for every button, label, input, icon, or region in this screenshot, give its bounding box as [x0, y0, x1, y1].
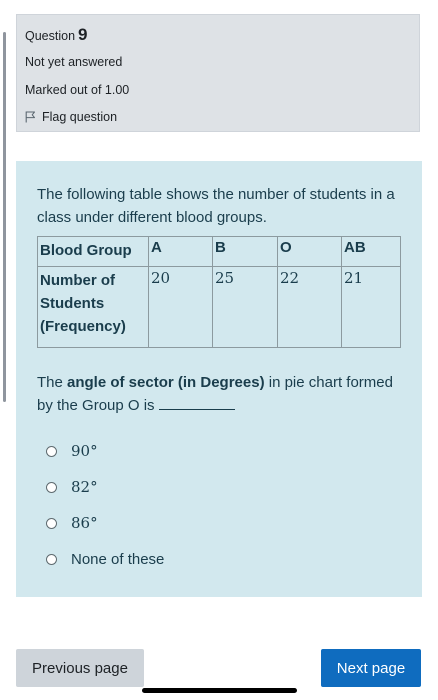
option-label: 86°: [71, 514, 98, 532]
flag-icon: [25, 111, 36, 123]
question-prompt: [37, 371, 397, 417]
question-grade: Marked out of 1.00: [25, 83, 130, 97]
radio-button[interactable]: [46, 518, 57, 529]
option-2[interactable]: [46, 478, 98, 496]
table-row: [38, 267, 401, 348]
radio-button[interactable]: [46, 554, 57, 565]
question-content: [16, 161, 422, 597]
next-page-button[interactable]: Next page: [321, 649, 421, 687]
table-header-cell: B: [213, 237, 278, 267]
question-number: [25, 25, 88, 45]
question-info-panel: [16, 14, 420, 132]
table-header-row: [38, 237, 401, 267]
question-state: Not yet answered: [25, 55, 123, 69]
question-intro: The following table shows the number of students in a class under different blood groups.: [37, 186, 395, 226]
table-header-cell: O: [278, 237, 342, 267]
question-number-value: 9: [78, 25, 88, 44]
question-label: Question: [25, 29, 76, 43]
table-header-cell: Blood Group: [38, 237, 149, 267]
option-4[interactable]: [46, 551, 164, 568]
flag-question-link[interactable]: [25, 110, 117, 124]
option-label: None of these: [71, 551, 165, 568]
table-cell: 20: [149, 267, 213, 348]
option-label: 82°: [71, 478, 98, 496]
table-header-cell: A: [149, 237, 213, 267]
prompt-text-start: The: [37, 374, 68, 391]
blood-group-table: [37, 236, 401, 348]
option-label: 90°: [71, 442, 98, 460]
radio-button[interactable]: [46, 482, 57, 493]
option-3[interactable]: [46, 514, 98, 532]
table-cell: 25: [213, 267, 278, 348]
home-indicator: [142, 688, 297, 693]
prompt-text-end: in pie chart formed by the Group O is: [37, 374, 393, 414]
previous-page-button[interactable]: Previous page: [16, 649, 144, 687]
table-cell: 22: [278, 267, 342, 348]
table-row-label: Number of Students (Frequency): [38, 267, 149, 348]
option-1[interactable]: [46, 442, 98, 460]
left-accent-bar: [3, 32, 6, 402]
answer-blank: [159, 397, 235, 410]
flag-question-label: Flag question: [42, 110, 118, 124]
radio-button[interactable]: [46, 446, 57, 457]
prompt-text-bold: angle of sector (in Degrees): [67, 374, 265, 391]
table-header-cell: AB: [342, 237, 401, 267]
table-cell: 21: [342, 267, 401, 348]
